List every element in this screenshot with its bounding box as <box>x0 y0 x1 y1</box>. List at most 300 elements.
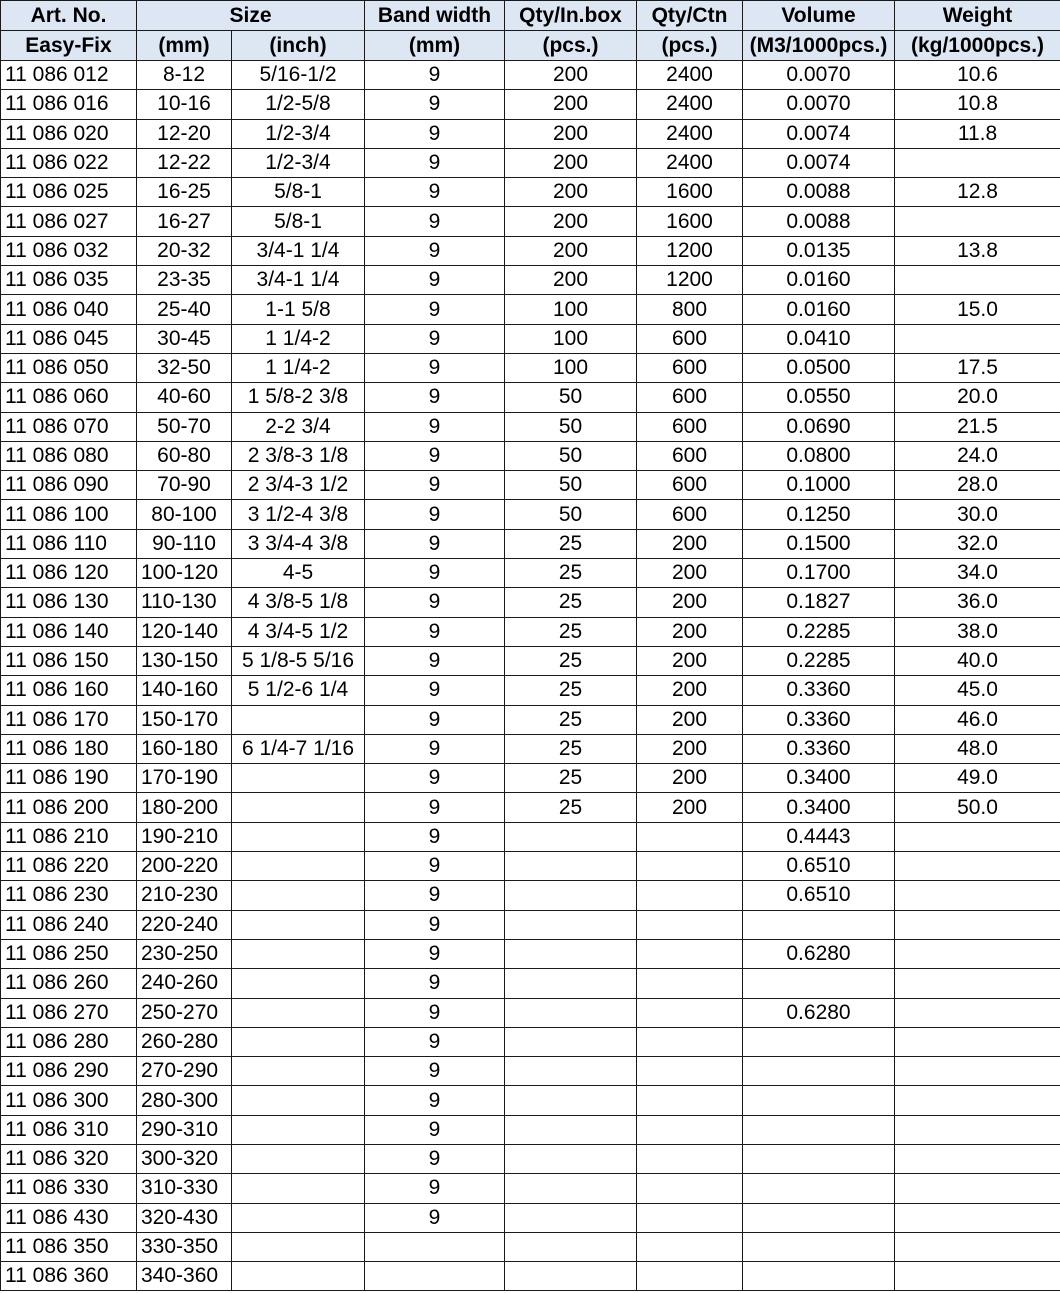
cell-qty-ctn: 200 <box>637 676 743 705</box>
cell-weight <box>895 1115 1060 1144</box>
cell-art-no: 11 086 200 <box>1 793 137 822</box>
cell-weight: 50.0 <box>895 793 1060 822</box>
table-row <box>1 705 1060 734</box>
table-row <box>1 266 1060 295</box>
cell-size-inch <box>232 1174 365 1203</box>
table-row <box>1 1262 1060 1291</box>
cell-size-mm: 20-32 <box>137 236 232 265</box>
cell-qty-ctn <box>637 1144 743 1173</box>
cell-size-mm: 100-120 <box>137 559 232 588</box>
cell-volume: 0.0160 <box>743 295 895 324</box>
cell-weight <box>895 881 1060 910</box>
cell-size-inch <box>232 822 365 851</box>
cell-weight: 21.5 <box>895 412 1060 441</box>
cell-qty-ctn <box>637 822 743 851</box>
cell-qty-inbox: 50 <box>505 471 637 500</box>
cell-volume: 0.0160 <box>743 266 895 295</box>
cell-size-mm: 10-16 <box>137 90 232 119</box>
cell-qty-inbox <box>505 939 637 968</box>
cell-qty-inbox: 25 <box>505 734 637 763</box>
cell-art-no: 11 086 130 <box>1 588 137 617</box>
cell-volume: 0.0500 <box>743 353 895 382</box>
cell-qty-ctn: 1200 <box>637 236 743 265</box>
cell-size-inch: 3 3/4-4 3/8 <box>232 529 365 558</box>
cell-band-width: 9 <box>365 207 505 236</box>
cell-size-inch: 5/8-1 <box>232 178 365 207</box>
cell-art-no: 11 086 350 <box>1 1232 137 1261</box>
cell-weight: 11.8 <box>895 119 1060 148</box>
cell-size-mm: 240-260 <box>137 969 232 998</box>
cell-qty-ctn: 600 <box>637 441 743 470</box>
cell-weight: 17.5 <box>895 353 1060 382</box>
cell-size-inch <box>232 852 365 881</box>
cell-volume: 0.3360 <box>743 734 895 763</box>
cell-size-mm: 280-300 <box>137 1086 232 1115</box>
table-row <box>1 1174 1060 1203</box>
cell-qty-inbox <box>505 1057 637 1086</box>
cell-qty-ctn <box>637 1115 743 1144</box>
cell-weight <box>895 1262 1060 1291</box>
cell-band-width: 9 <box>365 1027 505 1056</box>
table-row <box>1 646 1060 675</box>
cell-art-no: 11 086 140 <box>1 617 137 646</box>
cell-size-inch <box>232 939 365 968</box>
cell-band-width: 9 <box>365 705 505 734</box>
cell-volume <box>743 1057 895 1086</box>
cell-art-no: 11 086 220 <box>1 852 137 881</box>
cell-size-mm: 260-280 <box>137 1027 232 1056</box>
cell-qty-ctn: 200 <box>637 529 743 558</box>
cell-size-mm: 310-330 <box>137 1174 232 1203</box>
cell-size-inch: 2-2 3/4 <box>232 412 365 441</box>
cell-qty-ctn: 200 <box>637 646 743 675</box>
cell-size-inch: 4 3/8-5 1/8 <box>232 588 365 617</box>
cell-volume: 0.1500 <box>743 529 895 558</box>
cell-weight: 12.8 <box>895 178 1060 207</box>
cell-weight <box>895 939 1060 968</box>
cell-weight <box>895 324 1060 353</box>
cell-weight: 20.0 <box>895 383 1060 412</box>
cell-size-mm: 230-250 <box>137 939 232 968</box>
header-size: Size <box>137 1 365 31</box>
cell-size-inch <box>232 969 365 998</box>
cell-size-inch <box>232 881 365 910</box>
cell-size-mm: 250-270 <box>137 998 232 1027</box>
cell-qty-inbox: 100 <box>505 295 637 324</box>
table-row <box>1 822 1060 851</box>
cell-qty-ctn: 600 <box>637 412 743 441</box>
cell-qty-inbox: 25 <box>505 793 637 822</box>
cell-size-mm: 300-320 <box>137 1144 232 1173</box>
cell-band-width: 9 <box>365 500 505 529</box>
cell-band-width: 9 <box>365 910 505 939</box>
cell-weight: 48.0 <box>895 734 1060 763</box>
cell-qty-ctn <box>637 852 743 881</box>
cell-band-width: 9 <box>365 646 505 675</box>
cell-size-mm: 120-140 <box>137 617 232 646</box>
cell-weight <box>895 207 1060 236</box>
cell-size-inch <box>232 1262 365 1291</box>
cell-art-no: 11 086 100 <box>1 500 137 529</box>
cell-qty-inbox <box>505 1027 637 1056</box>
cell-art-no: 11 086 080 <box>1 441 137 470</box>
cell-qty-ctn: 200 <box>637 734 743 763</box>
cell-size-mm: 140-160 <box>137 676 232 705</box>
cell-volume: 0.1000 <box>743 471 895 500</box>
cell-qty-ctn: 200 <box>637 793 743 822</box>
cell-volume <box>743 1203 895 1232</box>
table-body <box>1 61 1060 1291</box>
cell-qty-ctn: 200 <box>637 705 743 734</box>
cell-weight: 40.0 <box>895 646 1060 675</box>
cell-size-mm: 210-230 <box>137 881 232 910</box>
cell-band-width: 9 <box>365 1057 505 1086</box>
cell-volume: 0.6510 <box>743 881 895 910</box>
cell-art-no: 11 086 060 <box>1 383 137 412</box>
cell-weight <box>895 910 1060 939</box>
cell-art-no: 11 086 040 <box>1 295 137 324</box>
cell-qty-inbox: 100 <box>505 353 637 382</box>
table-row <box>1 324 1060 353</box>
cell-qty-ctn: 1600 <box>637 207 743 236</box>
cell-weight <box>895 969 1060 998</box>
cell-size-inch <box>232 1027 365 1056</box>
cell-volume <box>743 1086 895 1115</box>
header-volume: Volume <box>743 1 895 31</box>
cell-volume <box>743 1262 895 1291</box>
cell-size-inch <box>232 1057 365 1086</box>
cell-band-width: 9 <box>365 939 505 968</box>
cell-size-inch: 3 1/2-4 3/8 <box>232 500 365 529</box>
header-band-width: Band width <box>365 1 505 31</box>
cell-volume: 0.3400 <box>743 793 895 822</box>
cell-qty-ctn <box>637 1057 743 1086</box>
cell-size-inch: 5 1/8-5 5/16 <box>232 646 365 675</box>
cell-qty-inbox: 50 <box>505 412 637 441</box>
cell-volume: 0.0088 <box>743 207 895 236</box>
cell-art-no: 11 086 020 <box>1 119 137 148</box>
cell-volume <box>743 969 895 998</box>
cell-art-no: 11 086 190 <box>1 764 137 793</box>
cell-qty-inbox: 25 <box>505 617 637 646</box>
header-easy-fix: Easy-Fix <box>1 31 137 61</box>
cell-art-no: 11 086 032 <box>1 236 137 265</box>
table-row <box>1 676 1060 705</box>
cell-art-no: 11 086 045 <box>1 324 137 353</box>
cell-art-no: 11 086 330 <box>1 1174 137 1203</box>
cell-weight: 30.0 <box>895 500 1060 529</box>
cell-qty-ctn: 2400 <box>637 148 743 177</box>
cell-qty-inbox: 25 <box>505 588 637 617</box>
cell-art-no: 11 086 430 <box>1 1203 137 1232</box>
cell-size-inch <box>232 910 365 939</box>
cell-qty-ctn <box>637 1262 743 1291</box>
cell-volume: 0.3360 <box>743 705 895 734</box>
cell-qty-inbox: 25 <box>505 764 637 793</box>
cell-size-inch: 5/8-1 <box>232 207 365 236</box>
cell-size-mm: 80-100 <box>137 500 232 529</box>
cell-qty-inbox: 200 <box>505 90 637 119</box>
cell-qty-inbox: 50 <box>505 383 637 412</box>
cell-volume: 0.0800 <box>743 441 895 470</box>
cell-qty-inbox <box>505 881 637 910</box>
cell-volume <box>743 1144 895 1173</box>
header-row-titles <box>1 1 1060 31</box>
table-row <box>1 61 1060 90</box>
cell-size-inch <box>232 1203 365 1232</box>
cell-size-inch <box>232 705 365 734</box>
cell-qty-ctn: 800 <box>637 295 743 324</box>
cell-volume: 0.6280 <box>743 939 895 968</box>
cell-qty-ctn <box>637 1027 743 1056</box>
table-row <box>1 1203 1060 1232</box>
cell-art-no: 11 086 310 <box>1 1115 137 1144</box>
table-row <box>1 617 1060 646</box>
cell-band-width: 9 <box>365 969 505 998</box>
cell-art-no: 11 086 360 <box>1 1262 137 1291</box>
cell-size-inch: 5/16-1/2 <box>232 61 365 90</box>
cell-qty-ctn <box>637 1203 743 1232</box>
cell-band-width: 9 <box>365 266 505 295</box>
cell-qty-inbox: 200 <box>505 207 637 236</box>
cell-size-mm: 60-80 <box>137 441 232 470</box>
header-size-inch: (inch) <box>232 31 365 61</box>
cell-qty-inbox: 200 <box>505 61 637 90</box>
table-row <box>1 910 1060 939</box>
cell-qty-inbox <box>505 998 637 1027</box>
cell-qty-inbox <box>505 1232 637 1261</box>
cell-size-mm: 200-220 <box>137 852 232 881</box>
cell-qty-ctn: 200 <box>637 559 743 588</box>
cell-volume: 0.1827 <box>743 588 895 617</box>
cell-weight: 46.0 <box>895 705 1060 734</box>
cell-size-mm: 32-50 <box>137 353 232 382</box>
cell-band-width: 9 <box>365 90 505 119</box>
cell-volume <box>743 1027 895 1056</box>
cell-art-no: 11 086 300 <box>1 1086 137 1115</box>
table-row <box>1 412 1060 441</box>
cell-volume: 0.1700 <box>743 559 895 588</box>
cell-qty-inbox: 25 <box>505 646 637 675</box>
cell-size-mm: 90-110 <box>137 529 232 558</box>
table-row <box>1 881 1060 910</box>
cell-size-mm: 8-12 <box>137 61 232 90</box>
cell-size-mm: 290-310 <box>137 1115 232 1144</box>
cell-qty-ctn <box>637 998 743 1027</box>
cell-size-mm: 30-45 <box>137 324 232 353</box>
cell-qty-inbox: 50 <box>505 500 637 529</box>
header-art-no: Art. No. <box>1 1 137 31</box>
table-row <box>1 471 1060 500</box>
table-row <box>1 353 1060 382</box>
cell-volume: 0.0690 <box>743 412 895 441</box>
cell-size-inch: 3/4-1 1/4 <box>232 266 365 295</box>
cell-size-mm: 40-60 <box>137 383 232 412</box>
cell-qty-ctn <box>637 1086 743 1115</box>
cell-size-mm: 150-170 <box>137 705 232 734</box>
cell-band-width: 9 <box>365 441 505 470</box>
cell-qty-ctn: 600 <box>637 383 743 412</box>
table-row <box>1 1027 1060 1056</box>
cell-size-mm: 130-150 <box>137 646 232 675</box>
header-qty-ctn: Qty/Ctn <box>637 1 743 31</box>
cell-art-no: 11 086 110 <box>1 529 137 558</box>
cell-art-no: 11 086 070 <box>1 412 137 441</box>
cell-weight <box>895 1174 1060 1203</box>
cell-qty-inbox: 25 <box>505 559 637 588</box>
cell-volume: 0.6280 <box>743 998 895 1027</box>
cell-qty-inbox: 25 <box>505 705 637 734</box>
cell-weight <box>895 1203 1060 1232</box>
cell-qty-inbox <box>505 822 637 851</box>
table-row <box>1 90 1060 119</box>
cell-weight: 32.0 <box>895 529 1060 558</box>
cell-size-inch: 2 3/8-3 1/8 <box>232 441 365 470</box>
cell-band-width: 9 <box>365 617 505 646</box>
table-row <box>1 207 1060 236</box>
cell-band-width: 9 <box>365 1174 505 1203</box>
cell-art-no: 11 086 170 <box>1 705 137 734</box>
header-volume-unit: (M3/1000pcs.) <box>743 31 895 61</box>
cell-band-width: 9 <box>365 734 505 763</box>
cell-qty-ctn: 600 <box>637 471 743 500</box>
cell-size-mm: 190-210 <box>137 822 232 851</box>
table-row <box>1 529 1060 558</box>
cell-art-no: 11 086 016 <box>1 90 137 119</box>
cell-size-mm: 220-240 <box>137 910 232 939</box>
header-ctn-unit: (pcs.) <box>637 31 743 61</box>
cell-qty-ctn: 1600 <box>637 178 743 207</box>
cell-band-width: 9 <box>365 178 505 207</box>
cell-weight: 38.0 <box>895 617 1060 646</box>
cell-band-width: 9 <box>365 1086 505 1115</box>
cell-weight: 34.0 <box>895 559 1060 588</box>
cell-volume: 0.0088 <box>743 178 895 207</box>
cell-size-inch: 2 3/4-3 1/2 <box>232 471 365 500</box>
cell-qty-ctn: 600 <box>637 353 743 382</box>
cell-size-mm: 110-130 <box>137 588 232 617</box>
cell-size-mm: 340-360 <box>137 1262 232 1291</box>
cell-qty-inbox <box>505 1203 637 1232</box>
cell-size-inch <box>232 793 365 822</box>
cell-band-width: 9 <box>365 412 505 441</box>
cell-band-width: 9 <box>365 353 505 382</box>
cell-band-width <box>365 1262 505 1291</box>
cell-volume <box>743 910 895 939</box>
cell-qty-ctn <box>637 1174 743 1203</box>
cell-size-inch: 3/4-1 1/4 <box>232 236 365 265</box>
cell-band-width: 9 <box>365 295 505 324</box>
cell-band-width: 9 <box>365 1203 505 1232</box>
cell-size-mm: 160-180 <box>137 734 232 763</box>
cell-volume: 0.3360 <box>743 676 895 705</box>
cell-volume: 0.0070 <box>743 61 895 90</box>
cell-qty-ctn: 2400 <box>637 90 743 119</box>
cell-art-no: 11 086 280 <box>1 1027 137 1056</box>
cell-volume: 0.3400 <box>743 764 895 793</box>
header-weight-unit: (kg/1000pcs.) <box>895 31 1060 61</box>
cell-weight: 24.0 <box>895 441 1060 470</box>
cell-qty-inbox: 25 <box>505 676 637 705</box>
cell-band-width: 9 <box>365 1115 505 1144</box>
cell-volume: 0.1250 <box>743 500 895 529</box>
cell-qty-inbox: 200 <box>505 266 637 295</box>
cell-size-mm: 16-27 <box>137 207 232 236</box>
table-row <box>1 441 1060 470</box>
cell-size-inch <box>232 1144 365 1173</box>
cell-qty-inbox: 200 <box>505 178 637 207</box>
cell-qty-ctn: 200 <box>637 764 743 793</box>
cell-size-mm: 320-430 <box>137 1203 232 1232</box>
cell-size-mm: 50-70 <box>137 412 232 441</box>
cell-band-width <box>365 1232 505 1261</box>
cell-size-inch: 5 1/2-6 1/4 <box>232 676 365 705</box>
table-row <box>1 764 1060 793</box>
cell-size-mm: 12-22 <box>137 148 232 177</box>
cell-weight <box>895 1057 1060 1086</box>
table-row <box>1 559 1060 588</box>
cell-weight <box>895 822 1060 851</box>
cell-size-mm: 270-290 <box>137 1057 232 1086</box>
cell-qty-inbox <box>505 1174 637 1203</box>
header-weight: Weight <box>895 1 1060 31</box>
table-row <box>1 998 1060 1027</box>
cell-art-no: 11 086 240 <box>1 910 137 939</box>
cell-weight: 28.0 <box>895 471 1060 500</box>
cell-weight: 49.0 <box>895 764 1060 793</box>
cell-qty-ctn <box>637 1232 743 1261</box>
cell-qty-inbox <box>505 1262 637 1291</box>
cell-weight: 13.8 <box>895 236 1060 265</box>
cell-band-width: 9 <box>365 383 505 412</box>
cell-size-inch <box>232 1232 365 1261</box>
cell-band-width: 9 <box>365 119 505 148</box>
cell-art-no: 11 086 230 <box>1 881 137 910</box>
cell-size-inch: 1 5/8-2 3/8 <box>232 383 365 412</box>
cell-size-inch <box>232 1115 365 1144</box>
cell-band-width: 9 <box>365 676 505 705</box>
cell-volume: 0.0074 <box>743 119 895 148</box>
cell-qty-inbox <box>505 969 637 998</box>
table-row <box>1 1057 1060 1086</box>
header-size-mm: (mm) <box>137 31 232 61</box>
cell-qty-inbox: 50 <box>505 441 637 470</box>
cell-size-mm: 70-90 <box>137 471 232 500</box>
header-inbox-unit: (pcs.) <box>505 31 637 61</box>
cell-volume <box>743 1232 895 1261</box>
cell-art-no: 11 086 150 <box>1 646 137 675</box>
cell-volume <box>743 1174 895 1203</box>
cell-weight <box>895 852 1060 881</box>
header-row-units <box>1 31 1060 61</box>
cell-qty-inbox: 100 <box>505 324 637 353</box>
cell-weight <box>895 1027 1060 1056</box>
cell-band-width: 9 <box>365 324 505 353</box>
cell-size-inch: 1-1 5/8 <box>232 295 365 324</box>
table-row <box>1 178 1060 207</box>
cell-art-no: 11 086 290 <box>1 1057 137 1086</box>
cell-size-mm: 170-190 <box>137 764 232 793</box>
cell-weight <box>895 148 1060 177</box>
cell-size-inch: 4-5 <box>232 559 365 588</box>
cell-qty-inbox <box>505 910 637 939</box>
table-row <box>1 119 1060 148</box>
cell-art-no: 11 086 090 <box>1 471 137 500</box>
cell-art-no: 11 086 025 <box>1 178 137 207</box>
cell-band-width: 9 <box>365 61 505 90</box>
cell-band-width: 9 <box>365 881 505 910</box>
table-row <box>1 1086 1060 1115</box>
